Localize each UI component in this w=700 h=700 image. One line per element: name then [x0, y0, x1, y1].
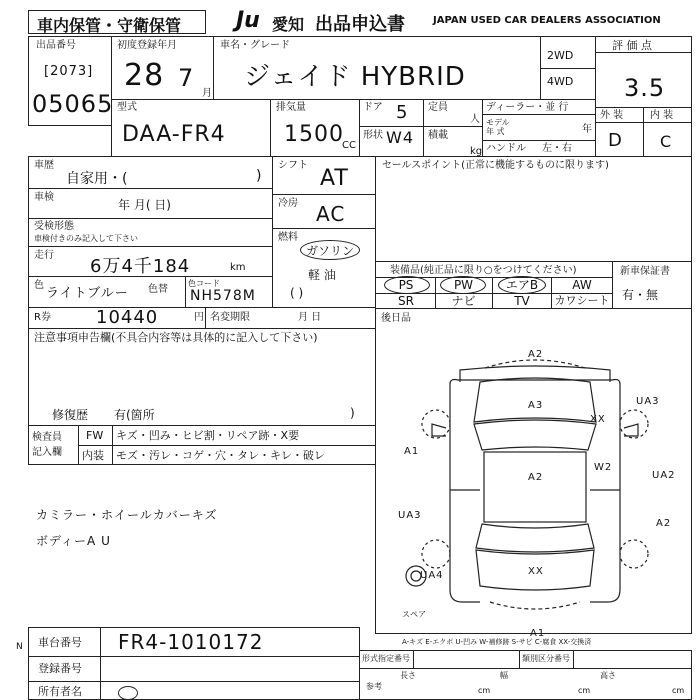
- height-unit: cm: [672, 686, 685, 695]
- warranty-label: 新車保証書: [620, 266, 670, 277]
- color-code-value: NH578M: [190, 288, 256, 304]
- mark-a3-hood: A3: [528, 400, 544, 411]
- model-name-label: 車名・グレード: [220, 40, 290, 51]
- shape-label: 形状: [363, 130, 383, 141]
- doors-label: ドア: [363, 102, 383, 113]
- repair-label: 修復歴: [52, 408, 89, 422]
- form-title: 出品申込書: [315, 14, 405, 35]
- fuel-value: ガソリン: [306, 244, 355, 258]
- displacement-label: 排気量: [276, 102, 306, 113]
- inspection-label: 車検: [34, 192, 54, 203]
- repair-close: ): [350, 406, 355, 420]
- length-label: 長さ: [400, 671, 416, 680]
- name-change-value: 月 日: [298, 312, 322, 323]
- equip-pw: PW: [453, 278, 474, 292]
- grade-label: 評 価 点: [612, 39, 652, 52]
- equip-aw: AW: [572, 278, 592, 292]
- fw-items: キズ・凹み・ヒビ割・リペア跡・X要: [116, 429, 300, 442]
- lot-bracket: [2073]: [44, 64, 94, 79]
- length-unit: cm: [478, 686, 491, 695]
- recolor-label: 色替: [148, 284, 168, 295]
- mileage-label: 走行: [34, 250, 54, 261]
- capacity-unit: 人: [470, 114, 480, 125]
- receipt-note: 車検付きのみ記入して下さい: [34, 234, 138, 243]
- recycle-value: 10440: [96, 307, 159, 328]
- color-label: 色: [34, 280, 44, 291]
- registration-no-label: 登録番号: [38, 662, 82, 675]
- recycle-unit: 円: [194, 312, 204, 323]
- mark-xx-front: XX: [590, 414, 606, 425]
- color-value: ライトブルー: [46, 286, 129, 301]
- type-label: 型式: [117, 102, 137, 113]
- load-unit: kg: [470, 146, 483, 157]
- mark-ua4-left: UA4: [420, 570, 444, 581]
- mark-a1-bottom: A1: [530, 628, 546, 639]
- storage-label-box: [28, 10, 206, 34]
- history-close: ): [256, 168, 262, 184]
- handwritten-note-2: ボディーA U: [36, 534, 111, 548]
- equip-sr: SR: [398, 294, 414, 308]
- fuel-label: 燃料: [278, 232, 298, 243]
- int-value: C: [660, 132, 673, 151]
- org-name: 愛知: [272, 15, 305, 34]
- equip-leather: カワシート: [554, 294, 610, 307]
- mark-xx-trunk: XX: [528, 566, 544, 577]
- equip-airbag: エアB: [505, 278, 539, 292]
- doors-value: 5: [396, 102, 409, 123]
- owner-label: 所有者名: [38, 685, 82, 698]
- mark-w2-right: W2: [594, 462, 613, 473]
- color-code-label: 色コード: [188, 279, 220, 288]
- registration-label: 初度登録年月: [117, 40, 177, 51]
- shift-label: シフト: [278, 160, 308, 171]
- mark-a2-roof: A2: [528, 472, 544, 483]
- cert-label: 形式指定番号: [362, 654, 410, 663]
- int-check-items: モズ・汚レ・コゲ・穴・タレ・キレ・破レ: [116, 449, 325, 462]
- drive-4wd: 4WD: [547, 75, 574, 88]
- later-items-label: 後日品: [381, 313, 411, 324]
- handle-label: ハンドル: [486, 143, 526, 154]
- dealer-label: ディーラー・並 行: [486, 102, 569, 113]
- load-label: 積載: [428, 130, 448, 141]
- lot-label: 出品番号: [36, 40, 76, 51]
- model-year-unit: 年: [582, 124, 592, 135]
- width-unit: cm: [578, 686, 591, 695]
- ext-value: D: [608, 130, 623, 151]
- lot-number: 05065: [32, 90, 114, 118]
- warranty-value: 有・無: [622, 288, 659, 302]
- displacement-value: 1500: [284, 122, 344, 147]
- chassis-value: FR4-1010172: [118, 630, 264, 654]
- mark-ua3-left: UA3: [398, 510, 422, 521]
- fw-label: FW: [86, 429, 104, 442]
- name-change-label: 名変期限: [210, 312, 250, 323]
- ac-label: 冷房: [278, 198, 298, 209]
- registration-month: 7: [178, 64, 195, 92]
- int-check-label: 内装: [82, 449, 104, 462]
- mark-ua3-front: UA3: [636, 396, 660, 407]
- history-value: 自家用・(: [66, 171, 128, 187]
- height-label: 高さ: [600, 671, 616, 680]
- drive-2wd: 2WD: [547, 49, 574, 62]
- ju-logo: Ju: [236, 8, 260, 33]
- displacement-unit: CC: [342, 140, 356, 151]
- category-label: 類別区分番号: [522, 654, 570, 663]
- ref-label: 参考: [366, 682, 382, 691]
- side-mark: N: [16, 642, 23, 652]
- repair-value: 有(箇所: [114, 408, 155, 422]
- sales-points-label: セールスポイント(正常に機能するものに限ります): [382, 160, 609, 171]
- mark-a2-top: A2: [528, 349, 544, 360]
- mark-a1-left: A1: [404, 446, 420, 457]
- registration-year: 28: [124, 58, 165, 93]
- model-name: ジェイド HYBRID: [244, 62, 466, 92]
- type-value: DAA-FR4: [122, 122, 226, 147]
- inspection-value: 年 月( 日): [118, 198, 171, 212]
- shift-value: AT: [320, 166, 349, 191]
- equip-ps: PS: [398, 278, 414, 292]
- ext-label: 外 装: [600, 110, 624, 121]
- chassis-label: 車台番号: [38, 636, 82, 649]
- int-label: 内 装: [650, 110, 674, 121]
- ac-value: AC: [316, 202, 346, 226]
- entry-label: 記入欄: [32, 447, 62, 458]
- equip-tv: TV: [514, 294, 530, 308]
- mark-ua2-right: UA2: [652, 470, 676, 481]
- fuel-alt: 軽 油: [308, 268, 336, 282]
- damage-legend: A-キズ E-エクボ U-凹み W-補修跡 S-サビ C-腐食 XX-交換済: [402, 638, 592, 646]
- capacity-label: 定員: [428, 102, 448, 113]
- storage-label: 車内保管・守衛保管: [37, 16, 182, 35]
- registration-month-unit: 月: [202, 88, 212, 99]
- mark-a2-right: A2: [656, 518, 672, 529]
- notes-header: 注意事項申告欄(不具合内容等は具体的に記入して下さい): [34, 331, 318, 344]
- equip-navi: ナビ: [451, 294, 476, 308]
- width-label: 幅: [500, 671, 508, 680]
- grade-score: 3.5: [624, 74, 666, 102]
- inspector-label: 検査員: [32, 432, 62, 443]
- mileage-value: 6万4千184: [90, 256, 191, 277]
- recycle-label: R券: [34, 312, 51, 323]
- handwritten-note-1: カミラー・ホイールカバーキズ: [36, 508, 218, 522]
- equipment-label: 装備品(純正品に限り○をつけてください): [390, 265, 577, 276]
- handle-options: 左・右: [542, 143, 572, 154]
- mileage-unit: km: [230, 262, 246, 273]
- fuel-paren: ( ): [290, 286, 304, 300]
- model-year-label: モデル 年 式: [486, 118, 510, 136]
- receipt-label: 受検形態: [34, 221, 74, 232]
- spare-label: スペア: [402, 610, 426, 619]
- association-name: JAPAN USED CAR DEALERS ASSOCIATION: [433, 15, 661, 26]
- shape-value: W4: [386, 128, 414, 147]
- car-damage-diagram: [380, 340, 690, 640]
- sales-points-block: [375, 156, 692, 262]
- history-label: 車歴: [34, 160, 54, 171]
